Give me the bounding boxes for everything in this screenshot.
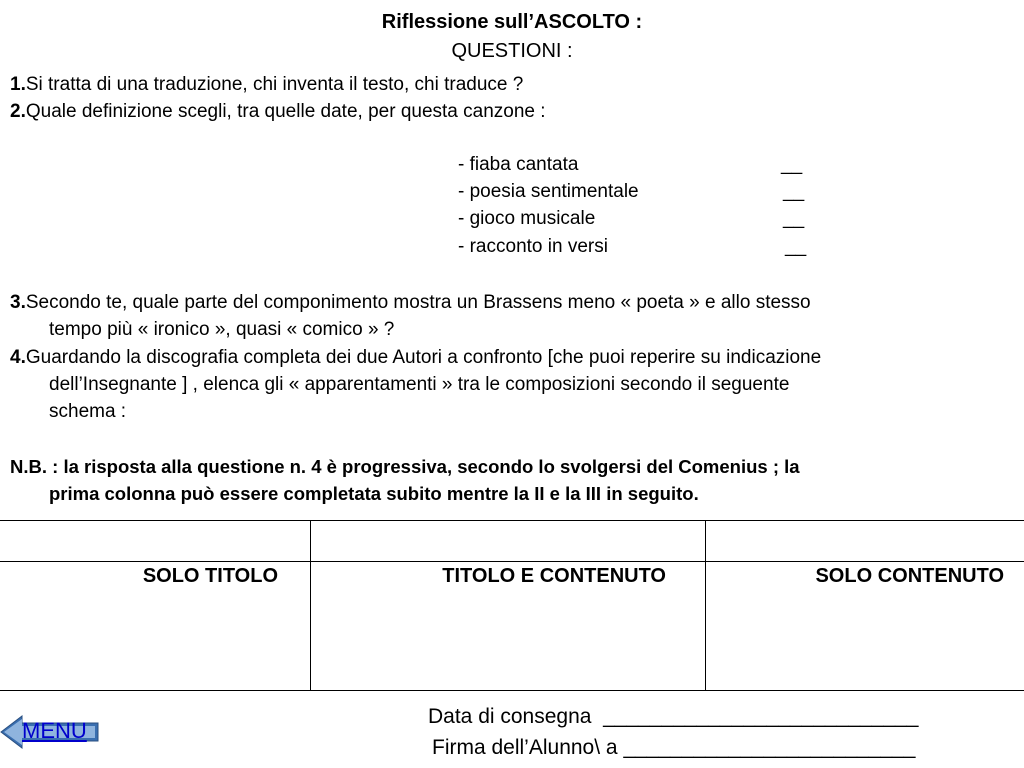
- question-3: [10, 289, 811, 316]
- option-blank: __: [783, 181, 805, 202]
- delivery-date-label: Data di consegna: [428, 705, 592, 728]
- question-3-text: Secondo te, quale parte del componimento mostra un Brassens meno « poeta » e allo stesso: [25, 292, 811, 313]
- option-label: - racconto in versi: [458, 236, 608, 257]
- signature-blank: _________________________: [623, 736, 916, 759]
- column-header-solo-titolo: SOLO TITOLO: [142, 565, 278, 587]
- page-title: Riflessione sull’ASCOLTO :: [381, 11, 643, 33]
- table-border-bottom: [0, 690, 1024, 691]
- column-header-titolo-contenuto: TITOLO E CONTENUTO: [442, 565, 666, 587]
- option-blank: __: [783, 208, 805, 229]
- question-4-continuation: schema :: [49, 401, 127, 422]
- question-3-continuation: tempo più « ironico », quasi « comico » ?: [49, 319, 395, 340]
- delivery-date-blank: ___________________________: [603, 705, 919, 728]
- question-2-text: Quale definizione scegli, tra quelle date, per questa canzone :: [25, 101, 546, 122]
- option-label: - poesia sentimentale: [458, 181, 639, 202]
- question-1-text: Si tratta di una traduzione, chi inventa il testo, chi traduce ?: [25, 74, 524, 95]
- table-divider: [705, 520, 706, 691]
- option-blank: __: [785, 236, 807, 257]
- option-label: - fiaba cantata: [458, 154, 579, 175]
- question-2-number: 2.: [10, 101, 26, 122]
- table-border-top: [0, 520, 1024, 521]
- question-4: [10, 344, 821, 371]
- question-2: [10, 98, 546, 125]
- signature-label: Firma dell’Alunno\ a: [432, 736, 618, 759]
- question-1: [10, 71, 523, 98]
- question-1-number: 1.: [10, 74, 26, 95]
- page-subtitle: QUESTIONI :: [451, 40, 573, 62]
- question-3-number: 3.: [10, 292, 26, 313]
- option-label: - gioco musicale: [458, 208, 596, 229]
- question-4-number: 4.: [10, 347, 26, 368]
- question-4-text: Guardando la discografia completa dei due Autori a confronto [che puoi reperire su indicazione: [25, 347, 822, 368]
- delivery-date: [428, 705, 918, 729]
- note-line-1: N.B. : la risposta alla questione n. 4 è progressiva, secondo lo svolgersi del Comenius ; la: [10, 456, 800, 477]
- student-signature: [432, 736, 915, 760]
- table-divider: [310, 520, 311, 691]
- question-4-continuation: dell’Insegnante ] , elenca gli « apparentamenti » tra le composizioni secondo il seguente: [49, 374, 790, 395]
- menu-link[interactable]: MENU: [22, 718, 87, 743]
- option-blank: __: [781, 154, 803, 175]
- table-border-mid: [0, 561, 1024, 562]
- note-line-2: prima colonna può essere completata subito mentre la II e la III in seguito.: [49, 483, 699, 504]
- column-header-solo-contenuto: SOLO CONTENUTO: [815, 565, 1004, 587]
